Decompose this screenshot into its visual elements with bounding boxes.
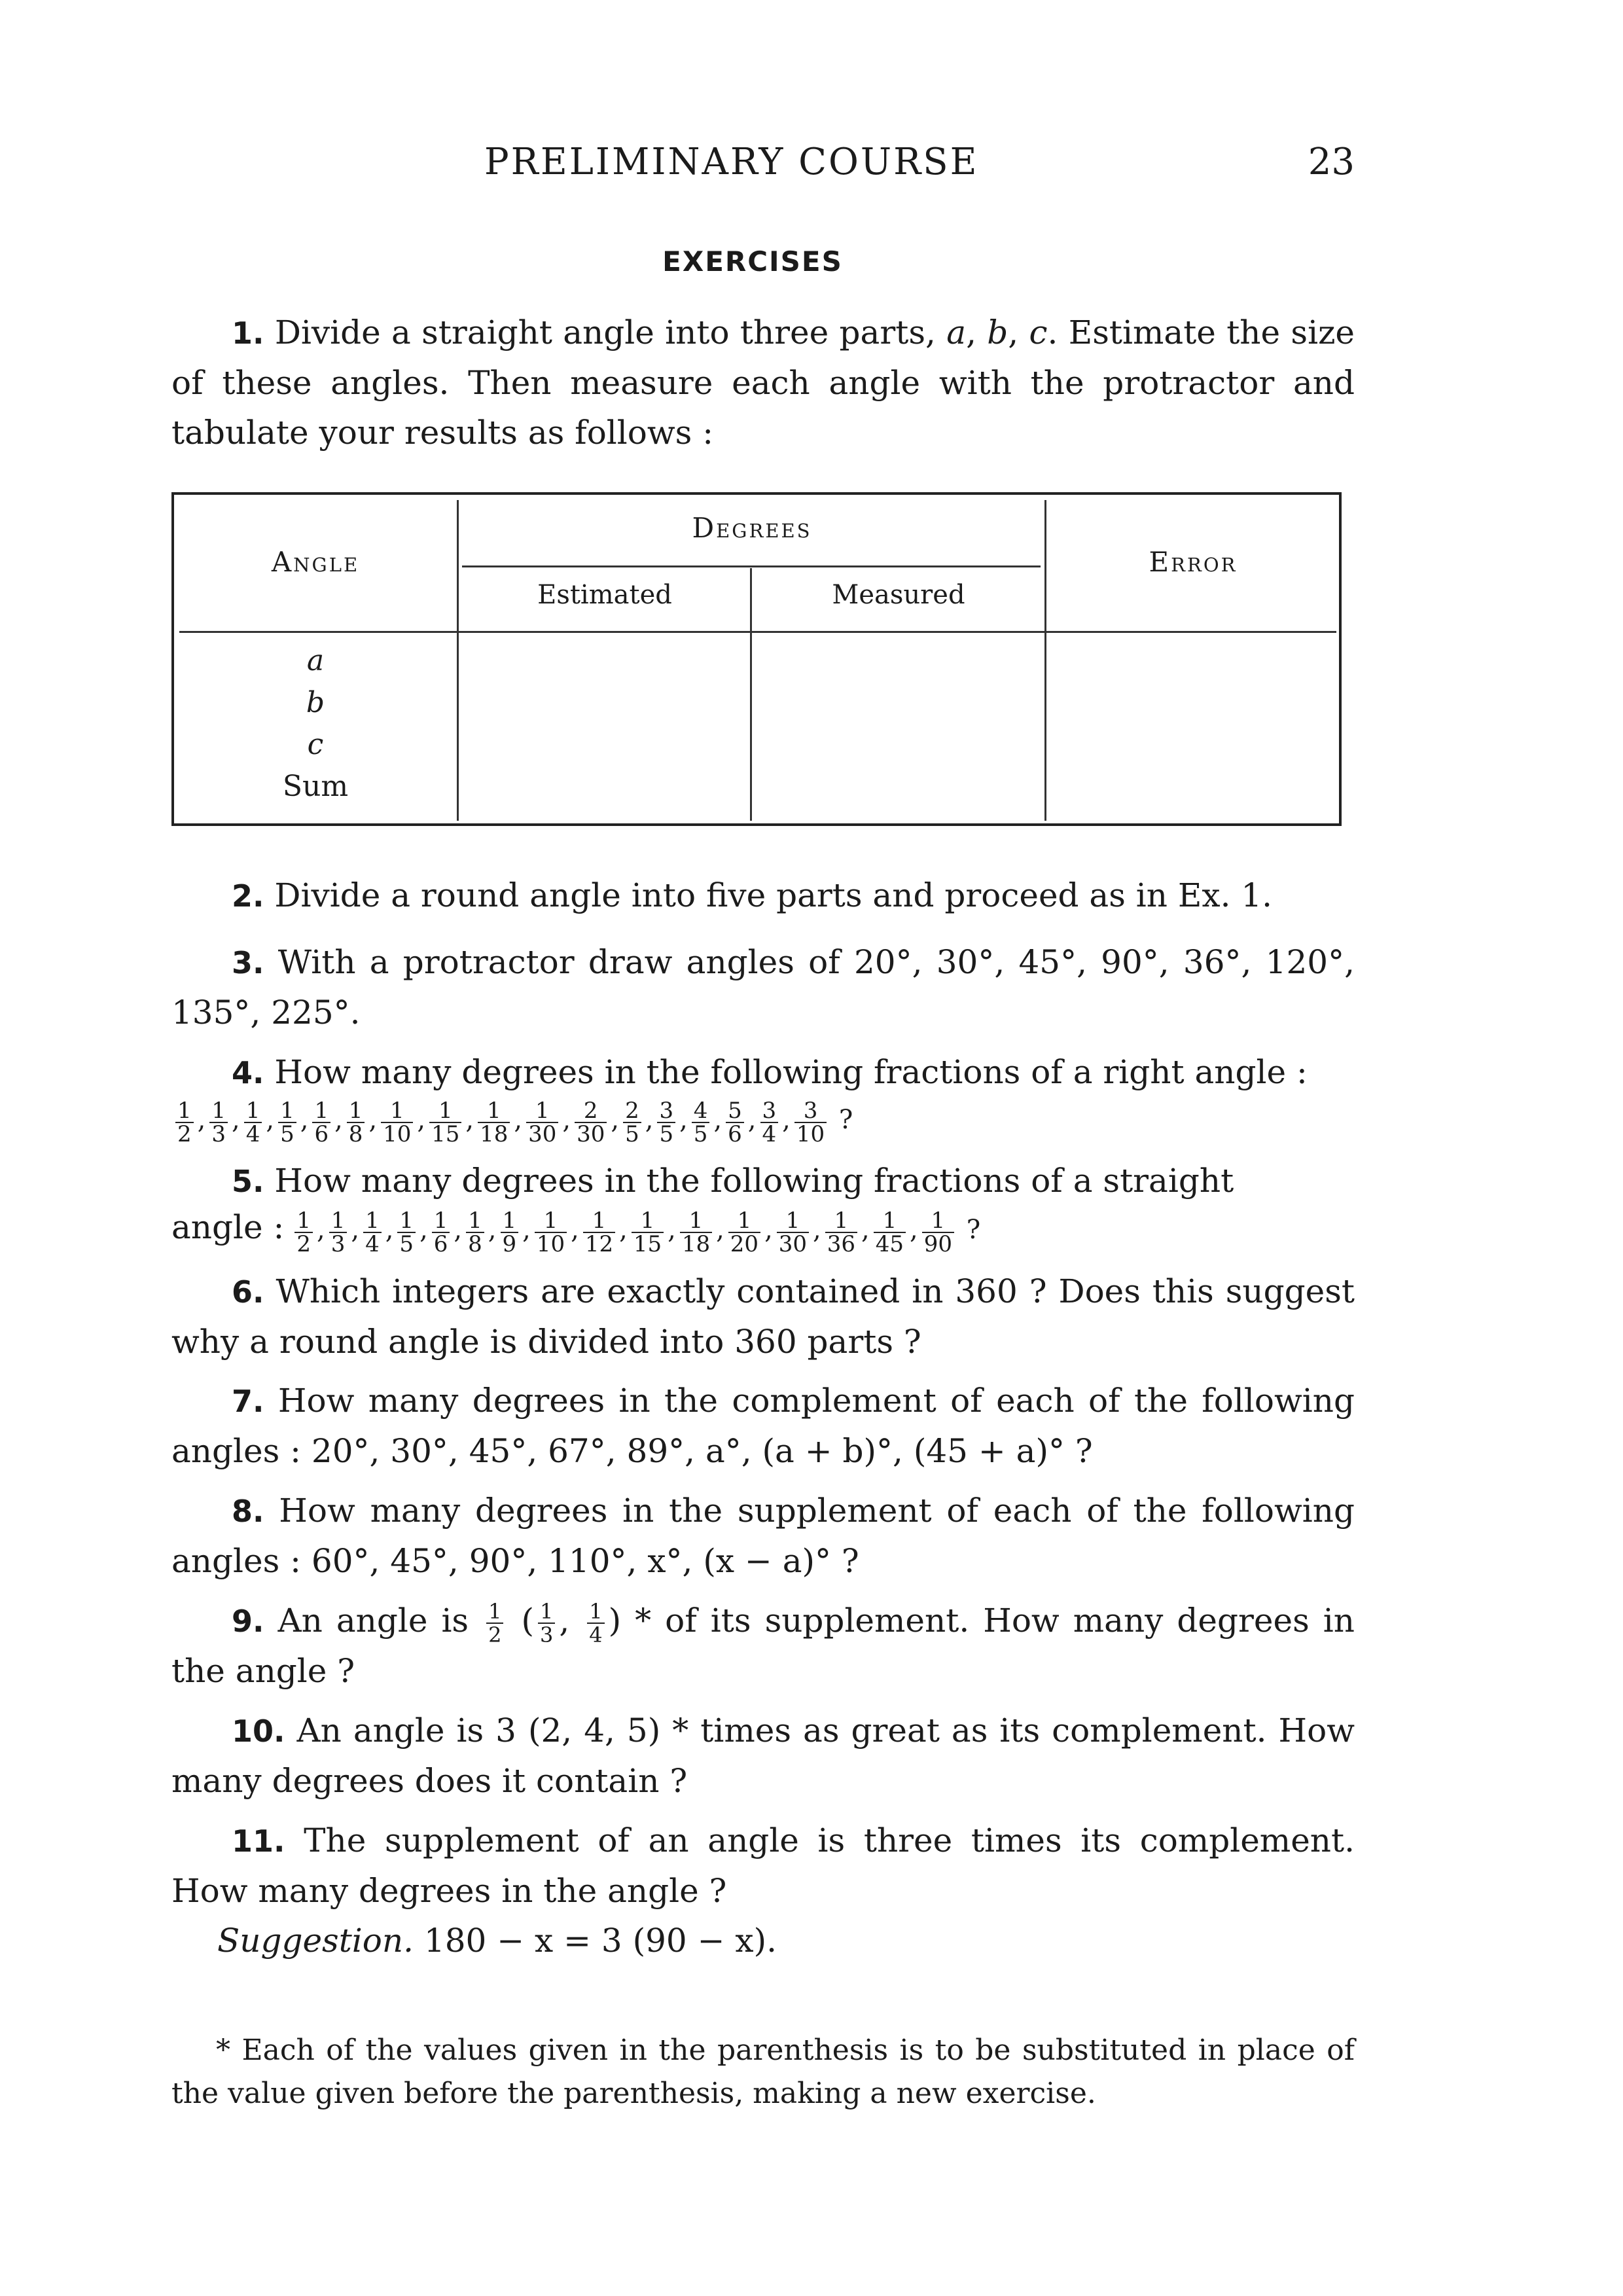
running-title: PRELIMINARY COURSE — [484, 141, 979, 183]
table-row: c — [307, 728, 324, 761]
fraction: $\frac{3}{5}$ — [657, 1100, 675, 1145]
exercise-text: How many degrees in the following fractions of a straight — [274, 1162, 1234, 1200]
section-heading: EXERCISES — [662, 245, 843, 278]
fraction: $\frac{1}{5}$ — [397, 1210, 416, 1255]
exercise-text: How many degrees in the following fractions of a right angle : — [274, 1053, 1308, 1091]
fraction: $\frac{1}{4}$ — [587, 1600, 604, 1646]
exercise-number: 11. — [232, 1823, 285, 1859]
running-head — [170, 141, 1355, 193]
footnote-text: * Each of the values given in the parenthesis is to be substituted in place of the value given before the parenthesis, making a new exercise. — [171, 2034, 1355, 2110]
fraction: $\frac{1}{18}$ — [478, 1100, 510, 1145]
suggestion-label: Suggestion. — [217, 1922, 414, 1960]
exercise-number: 9. — [232, 1604, 264, 1639]
exercise-text: An angle is 3 (2, 4, 5) * times as great as its complement. How many degrees does it contain ? — [171, 1712, 1355, 1800]
suggestion-text: 180 − x = 3 (90 − x). — [423, 1922, 777, 1960]
exercise-text: How many degrees in the complement of each of the following angles : 20°, 30°, 45°, 67°, 89°, a°, (a + b)°, (45 + a)° ? — [171, 1382, 1355, 1470]
exercise-number: 1. — [232, 315, 264, 351]
page-number: 23 — [1308, 141, 1355, 183]
fraction: $\frac{1}{10}$ — [381, 1100, 413, 1145]
fraction: $\frac{1}{20}$ — [728, 1210, 760, 1255]
col-angle: Angle — [271, 546, 360, 578]
fraction: $\frac{1}{6}$ — [432, 1210, 450, 1255]
exercise-10 — [171, 1706, 1355, 1806]
exercise-number: 3. — [232, 945, 264, 980]
fraction: $\frac{1}{9}$ — [501, 1210, 519, 1255]
fraction: $\frac{1}{2}$ — [175, 1100, 194, 1145]
var-c: c — [1029, 314, 1048, 351]
table-row: Sum — [282, 770, 349, 803]
fraction: $\frac{1}{3}$ — [329, 1210, 348, 1255]
exercise-6 — [171, 1266, 1355, 1367]
footnote — [171, 2029, 1355, 2115]
fraction-lead: angle : — [171, 1208, 285, 1246]
fraction: $\frac{1}{30}$ — [526, 1100, 558, 1145]
fraction: $\frac{1}{4}$ — [363, 1210, 382, 1255]
exercise-3 — [171, 937, 1355, 1037]
fraction: $\frac{2}{30}$ — [575, 1100, 607, 1145]
fraction: $\frac{1}{8}$ — [347, 1100, 365, 1145]
fraction: $\frac{1}{10}$ — [535, 1210, 567, 1255]
results-table — [171, 492, 1342, 826]
fraction: $\frac{1}{36}$ — [825, 1210, 857, 1255]
exercise-number: 10. — [232, 1713, 285, 1749]
exercise-number: 2. — [232, 878, 264, 914]
fraction: $\frac{1}{5}$ — [278, 1100, 296, 1145]
fraction: $\frac{1}{18}$ — [680, 1210, 712, 1255]
exercise-4 — [171, 1047, 1355, 1098]
exercise-text: With a protractor draw angles of 20°, 30°, 45°, 90°, 36°, 120°, 135°, 225°. — [171, 943, 1355, 1031]
fraction: $\frac{1}{15}$ — [632, 1210, 664, 1255]
fraction: $\frac{1}{4}$ — [244, 1100, 262, 1145]
fraction: $\frac{3}{4}$ — [760, 1100, 779, 1145]
exercise-text: An angle is — [277, 1602, 469, 1640]
fraction-list: $\frac{1}{2}$ , $\frac{1}{3}$ , $\frac{1}{4}$ , $\frac{1}{5}$ , $\frac{1}{6}$ , $\frac{1}{8}$ , $\frac{1}{10}$ , $\frac{1}{15}$ , $\frac{1}{18}$ , $\frac{1}{30}$ , $\frac{2}{30}$ , $\frac{2}{5}$ , $\frac{3}{5}$ , $\frac{4}{5}$ , $\frac{5}{6}$ , $\frac{3}{4}$ , $\frac{3}{10}$ ? — [171, 1100, 853, 1145]
var-a: a — [946, 314, 967, 351]
exercise-text: Divide a round angle into five parts and proceed as in Ex. 1. — [274, 876, 1273, 914]
table-row: b — [306, 686, 325, 719]
col-error: Error — [1149, 546, 1238, 578]
sub-measured: Measured — [832, 580, 965, 610]
exercise-7 — [171, 1376, 1355, 1476]
fraction: $\frac{1}{8}$ — [466, 1210, 484, 1255]
exercise-text: The supplement of an angle is three times its complement. How many degrees in the angle ? — [171, 1821, 1355, 1910]
fraction: $\frac{3}{10}$ — [794, 1100, 827, 1145]
fraction-list: angle : $\frac{1}{2}$ , $\frac{1}{3}$ , $\frac{1}{4}$ , $\frac{1}{5}$ , $\frac{1}{6}$ , $\frac{1}{8}$ , $\frac{1}{9}$ , $\frac{1}{10}$ , $\frac{1}{12}$ , $\frac{1}{15}$ , $\frac{1}{18}$ , $\frac{1}{20}$ , $\frac{1}{30}$ , $\frac{1}{36}$ , $\frac{1}{45}$ , $\frac{1}{90}$ ? — [171, 1208, 981, 1257]
exercise-text-cont: Estimate the size of these angles. Then measure each angle with the protractor and tabulate your results as follows : — [171, 314, 1355, 452]
exercise-5 — [171, 1156, 1355, 1206]
fraction: $\frac{1}{6}$ — [312, 1100, 330, 1145]
exercise-number: 8. — [232, 1494, 264, 1529]
exercise-11 — [171, 1816, 1355, 1965]
fraction: $\frac{1}{2}$ — [294, 1210, 313, 1255]
exercise-number: 6. — [232, 1274, 264, 1310]
fraction: $\frac{1}{3}$ — [209, 1100, 228, 1145]
exercise-text: Which integers are exactly contained in 360 ? Does this suggest why a round angle is divided into 360 parts ? — [171, 1272, 1355, 1361]
table-row: a — [306, 644, 325, 677]
fraction: $\frac{1}{45}$ — [874, 1210, 906, 1255]
sub-estimated: Estimated — [537, 580, 672, 610]
exercise-1: 1. Divide a straight angle into three parts, a, b, c. Estimate the size of these angles. Then measure each angle with the protractor and tabulate your results as follows : — [171, 314, 1355, 452]
exercise-number: 4. — [232, 1055, 264, 1090]
exercise-2 — [171, 870, 1355, 921]
var-b: b — [987, 314, 1008, 351]
fraction: $\frac{2}{5}$ — [623, 1100, 641, 1145]
exercise-number: 5. — [232, 1164, 264, 1199]
exercise-text: Divide a straight angle into three parts, — [274, 314, 936, 351]
fraction: $\frac{1}{30}$ — [777, 1210, 809, 1255]
fraction: $\frac{5}{6}$ — [726, 1100, 744, 1145]
exercise-text: How many degrees in the supplement of each of the following angles : 60°, 45°, 90°, 110°, x°, (x − a)° ? — [171, 1492, 1355, 1580]
fraction: $\frac{1}{12}$ — [583, 1210, 615, 1255]
fraction: $\frac{1}{2}$ — [486, 1600, 503, 1646]
exercise-9: 9. An angle is $\frac{1}{2}$ ( $\frac{1}{3}$ , $\frac{1}{4}$ ) * of its supplement. How many degrees in the angle ? — [171, 1599, 1355, 1690]
exercise-text-cont: * of its supplement. How many degrees in the angle ? — [171, 1602, 1355, 1690]
exercise-number: 7. — [232, 1384, 264, 1419]
fraction: $\frac{1}{15}$ — [429, 1100, 461, 1145]
fraction: $\frac{1}{90}$ — [922, 1210, 954, 1255]
fraction: $\frac{4}{5}$ — [692, 1100, 710, 1145]
fraction: $\frac{1}{3}$ — [538, 1600, 555, 1646]
exercise-8 — [171, 1486, 1355, 1586]
col-degrees: Degrees — [692, 512, 812, 544]
